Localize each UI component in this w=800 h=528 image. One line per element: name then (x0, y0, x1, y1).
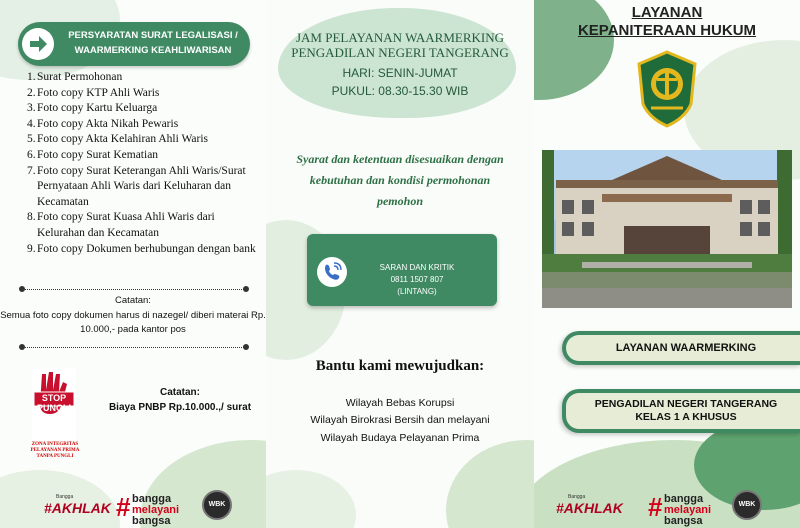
phone-icon (317, 257, 347, 287)
court-building-photo (542, 150, 792, 308)
requirement-number: 2. (27, 86, 36, 99)
requirement-number: 7. (27, 164, 36, 177)
fee-note-title: Catatan: (159, 387, 200, 398)
bangga-word: melayani (664, 504, 712, 516)
background-shape (446, 440, 534, 528)
info-panel (266, 0, 534, 528)
requirement-number: 6. (27, 148, 36, 161)
requirement-text: Foto copy Surat Kuasa Ahli Waris dari Kelurahan dan Kecamatan (37, 211, 215, 239)
requirement-item (27, 148, 262, 164)
service-days: HARI: SENIN-JUMAT (342, 66, 458, 80)
service-title (534, 4, 800, 40)
wbk-badge: WBK (202, 490, 232, 520)
requirement-text: Foto copy Surat Keterangan Ahli Waris/Surat Pernyataan Ahli Waris dari Keluharan dan Kecamatan (37, 164, 246, 208)
bangga-word: melayani (132, 504, 180, 516)
help-item: Wilayah Budaya Pelayanan Prima (320, 432, 480, 444)
requirements-panel (0, 0, 266, 528)
bangga-melayani-logo (132, 494, 179, 527)
service-pill (562, 331, 800, 365)
fee-note-text: Biaya PNBP Rp.10.000.,/ surat (108, 402, 252, 413)
requirement-item (27, 132, 262, 148)
wbk-badge: WBK (732, 490, 762, 520)
requirement-number: 4. (27, 117, 36, 130)
help-item: Wilayah Birokrasi Bersih dan melayani (310, 414, 490, 426)
court-name: PENGADILAN NEGERI TANGERANG (594, 398, 778, 410)
contact-box (307, 234, 497, 306)
service-pill-label: LAYANAN WAARMERKING (615, 342, 757, 354)
requirement-item (27, 242, 262, 258)
service-time: PUKUL: 08.30-15.30 WIB (331, 84, 469, 98)
arrow-right-icon (22, 28, 54, 60)
requirement-item (27, 70, 262, 86)
contact-info (357, 262, 477, 298)
hashtag-icon: # (648, 492, 663, 522)
bangga-word: bangga (132, 493, 172, 505)
requirements-list (27, 70, 262, 257)
stop-pungli-logo (28, 368, 80, 448)
requirement-number: 1. (27, 71, 36, 83)
cover-panel (534, 0, 800, 528)
divider (22, 347, 246, 348)
akhlak-prefix: Bangga (568, 494, 586, 500)
court-class: KELAS 1 A KHUSUS (635, 411, 737, 423)
akhlak-logo: #AKHLAK (556, 500, 623, 516)
requirement-text: Foto copy Akta Kelahiran Ahli Waris (37, 133, 209, 146)
help-item: Wilayah Bebas Korupsi (345, 397, 455, 409)
contact-label: SARAN DAN KRITIK (379, 263, 455, 272)
akhlak-logo: #AKHLAK (44, 500, 111, 516)
requirement-item (27, 164, 262, 211)
service-title-line2: KEPANITERAAN HUKUM (577, 22, 757, 39)
pill-background (566, 335, 800, 361)
contact-name: (LINTANG) (397, 287, 437, 296)
requirement-item (27, 117, 262, 133)
requirement-text: Foto copy Dokumen berhubungan dengan bank (37, 242, 256, 255)
court-emblem-logo (635, 50, 699, 128)
requirement-number: 8. (27, 211, 36, 224)
divider (22, 289, 246, 290)
requirements-banner (18, 22, 250, 66)
stop-logo-text: STOP PUNGLI (36, 393, 71, 413)
stop-logo-subtitle: ZONA INTEGRITAS PELAYANAN PRIMA TANPA PUNGLI (30, 442, 80, 459)
bangga-word: bangga (664, 493, 704, 505)
requirement-number: 9. (27, 242, 36, 255)
requirement-text: Foto copy Surat Kematian (37, 148, 159, 161)
hours-background (278, 8, 516, 118)
service-title-line1: LAYANAN (631, 4, 703, 21)
akhlak-prefix: Bangga (56, 494, 74, 500)
requirement-number: 3. (27, 102, 36, 115)
requirement-text: Surat Permohonan (37, 71, 123, 83)
requirement-text: Foto copy Kartu Keluarga (37, 102, 158, 115)
contact-phone: 0811 1507 807 (390, 275, 444, 284)
requirement-item (27, 101, 262, 117)
service-hours-title: JAM PELAYANAN WAARMERKING PENGADILAN NEGERI TANGERANG (291, 30, 509, 60)
note-text: Semua foto copy dokumen harus di nazegel/ diberi materai Rp. 10.000,- pada kantor pos (0, 310, 266, 335)
requirement-text: Foto copy KTP Ahli Waris (37, 86, 160, 99)
requirements-title: PERSYARATAN SURAT LEGALISASI / WAARMERKING KEAHLIWARISAN (68, 30, 238, 56)
bangga-word: bangsa (132, 515, 171, 527)
bangga-word: bangsa (664, 515, 703, 527)
hashtag-icon: # (116, 492, 131, 522)
court-pill-label (576, 398, 796, 424)
requirement-item (27, 210, 262, 241)
requirement-item (27, 86, 262, 102)
help-title: Bantu kami mewujudkan: (315, 358, 485, 374)
terms-text: Syarat dan ketentuan disesuaikan dengan kebutuhan dan kondisi permohonan pemohon (296, 152, 504, 208)
pill-background (566, 393, 800, 429)
background-shape (266, 470, 356, 528)
requirement-number: 5. (27, 133, 36, 146)
bangga-melayani-logo (664, 494, 711, 527)
requirement-text: Foto copy Akta Nikah Pewaris (37, 117, 179, 130)
note-title: Catatan: (115, 295, 151, 306)
court-pill (562, 389, 800, 433)
